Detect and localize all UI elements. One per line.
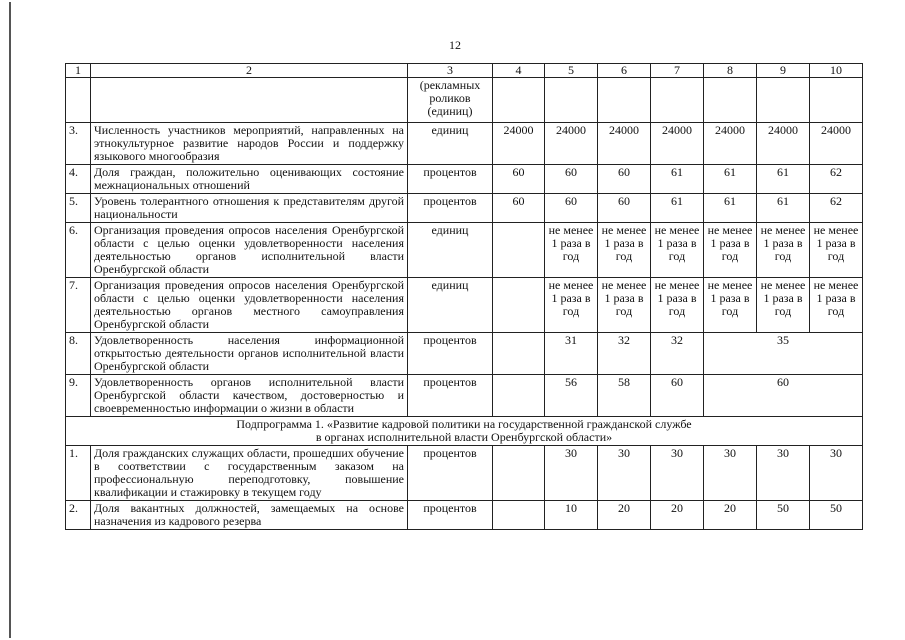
value-cell: [493, 333, 545, 375]
value-cell: 60: [598, 165, 651, 194]
value-cell: 60: [545, 165, 598, 194]
unit-cell: процентов: [408, 375, 493, 417]
row-number: 9.: [66, 375, 91, 417]
value-cell: 20: [598, 501, 651, 530]
value-cell: 32: [598, 333, 651, 375]
value-cell: не менее 1 раза в год: [704, 278, 757, 333]
column-number: 7: [651, 64, 704, 78]
value-cell: не менее 1 раза в год: [810, 278, 863, 333]
value-cell: 61: [651, 194, 704, 223]
value-cell: 24000: [493, 123, 545, 165]
value-cell: 62: [810, 165, 863, 194]
value-cell: [493, 375, 545, 417]
value-cell: не менее 1 раза в год: [545, 278, 598, 333]
unit-cell: единиц: [408, 223, 493, 278]
table-row: [66, 446, 863, 501]
value-cell: 24000: [704, 123, 757, 165]
subprogram-heading: [66, 417, 863, 446]
indicators-table: [65, 63, 863, 530]
row-number: 3.: [66, 123, 91, 165]
value-cell: 60: [545, 194, 598, 223]
unit-cell: процентов: [408, 165, 493, 194]
value-cell: 30: [651, 446, 704, 501]
indicator-name: Уровень толерантного отношения к представителям другой национальности: [91, 194, 408, 223]
row-number: 5.: [66, 194, 91, 223]
value-cell: 20: [651, 501, 704, 530]
value-cell: не менее 1 раза в год: [545, 223, 598, 278]
row-number: 4.: [66, 165, 91, 194]
subprogram-row: [66, 417, 863, 446]
row-number: 8.: [66, 333, 91, 375]
value-cell: [493, 501, 545, 530]
unit-cell: процентов: [408, 501, 493, 530]
value-cell: 58: [598, 375, 651, 417]
indicator-name: Доля вакантных должностей, замещаемых на основе назначения из кадрового резерва: [91, 501, 408, 530]
value-cell: 30: [545, 446, 598, 501]
indicator-name: Численность участников мероприятий, направленных на этнокультурное развитие народов России и поддержку языкового многообразия: [91, 123, 408, 165]
value-cell: [493, 446, 545, 501]
value-cell: 50: [810, 501, 863, 530]
value-cell: 50: [757, 501, 810, 530]
unit-cell: единиц: [408, 278, 493, 333]
page-margin-rule: [9, 2, 11, 638]
value-cell: не менее 1 раза в год: [651, 278, 704, 333]
value-cell: 60: [598, 194, 651, 223]
page-number: 12: [449, 38, 461, 52]
table-row: [66, 333, 863, 375]
value-cell: 31: [545, 333, 598, 375]
subprogram-line-1: Подпрограмма 1. «Развитие кадровой политики на государственной гражданской службе: [236, 417, 692, 431]
table-row: [66, 165, 863, 194]
table-row: [66, 123, 863, 165]
value-cell: 10: [545, 501, 598, 530]
value-cell: 30: [704, 446, 757, 501]
indicator-name: Организация проведения опросов населения Оренбургской области с целью оценки удовлетворенности населения деятельностью органов исполнительной власти Оренбургской области: [91, 223, 408, 278]
value-cell: не менее 1 раза в год: [651, 223, 704, 278]
value-cell: 24000: [757, 123, 810, 165]
value-cell: [493, 223, 545, 278]
row-number: 1.: [66, 446, 91, 501]
indicator-name: Доля гражданских служащих области, прошедших обучение в соответствии с государственным заказом на профессиональную переподготовку, повышение квалификации и стажировку в текущем году: [91, 446, 408, 501]
value-cell: 24000: [810, 123, 863, 165]
continuation-row: [66, 78, 863, 123]
value-cell: не менее 1 раза в год: [810, 223, 863, 278]
value-cell: 32: [651, 333, 704, 375]
value-cell: 20: [704, 501, 757, 530]
value-cell: 30: [598, 446, 651, 501]
value-cell: 24000: [598, 123, 651, 165]
column-number: 6: [598, 64, 651, 78]
table-row: [66, 375, 863, 417]
column-number: 4: [493, 64, 545, 78]
value-cell: не менее 1 раза в год: [757, 278, 810, 333]
table-row: [66, 194, 863, 223]
value-cell: 24000: [545, 123, 598, 165]
unit-cell: процентов: [408, 333, 493, 375]
continuation-unit: (рекламных роликов (единиц): [408, 78, 493, 123]
row-number: 6.: [66, 223, 91, 278]
indicator-name: Удовлетворенность населения информационной открытостью деятельности органов исполнительной власти Оренбургской области: [91, 333, 408, 375]
column-number: 3: [408, 64, 493, 78]
column-number: 9: [757, 64, 810, 78]
value-cell: 61: [704, 194, 757, 223]
value-cell: 61: [651, 165, 704, 194]
indicator-name: Доля граждан, положительно оценивающих состояние межнациональных отношений: [91, 165, 408, 194]
value-cell: 30: [757, 446, 810, 501]
indicator-name: Удовлетворенность органов исполнительной власти Оренбургской области качеством, достоверностью и своевременностью информации о жизни в области: [91, 375, 408, 417]
value-cell: 60: [493, 165, 545, 194]
unit-cell: процентов: [408, 446, 493, 501]
header-row: [66, 64, 863, 78]
value-cell: не менее 1 раза в год: [704, 223, 757, 278]
value-cell: 30: [810, 446, 863, 501]
value-cell: [493, 278, 545, 333]
table-row: [66, 223, 863, 278]
value-cell: не менее 1 раза в год: [598, 223, 651, 278]
table-row: [66, 278, 863, 333]
merged-value-cell: 60: [704, 375, 863, 417]
merged-value-cell: 35: [704, 333, 863, 375]
value-cell: не менее 1 раза в год: [598, 278, 651, 333]
value-cell: 56: [545, 375, 598, 417]
value-cell: не менее 1 раза в год: [757, 223, 810, 278]
column-number: 8: [704, 64, 757, 78]
column-number: 10: [810, 64, 863, 78]
column-number: 2: [91, 64, 408, 78]
column-number: 1: [66, 64, 91, 78]
value-cell: 60: [651, 375, 704, 417]
row-number: 2.: [66, 501, 91, 530]
subprogram-line-2: в органах исполнительной власти Оренбургской области»: [315, 430, 613, 444]
value-cell: 60: [493, 194, 545, 223]
indicator-name: Организация проведения опросов населения Оренбургской области с целью оценки удовлетворенности населения деятельностью органов местного самоуправления Оренбургской области: [91, 278, 408, 333]
value-cell: 62: [810, 194, 863, 223]
value-cell: 61: [757, 165, 810, 194]
value-cell: 24000: [651, 123, 704, 165]
column-number: 5: [545, 64, 598, 78]
table-row: [66, 501, 863, 530]
unit-cell: процентов: [408, 194, 493, 223]
value-cell: 61: [704, 165, 757, 194]
unit-cell: единиц: [408, 123, 493, 165]
row-number: 7.: [66, 278, 91, 333]
value-cell: 61: [757, 194, 810, 223]
